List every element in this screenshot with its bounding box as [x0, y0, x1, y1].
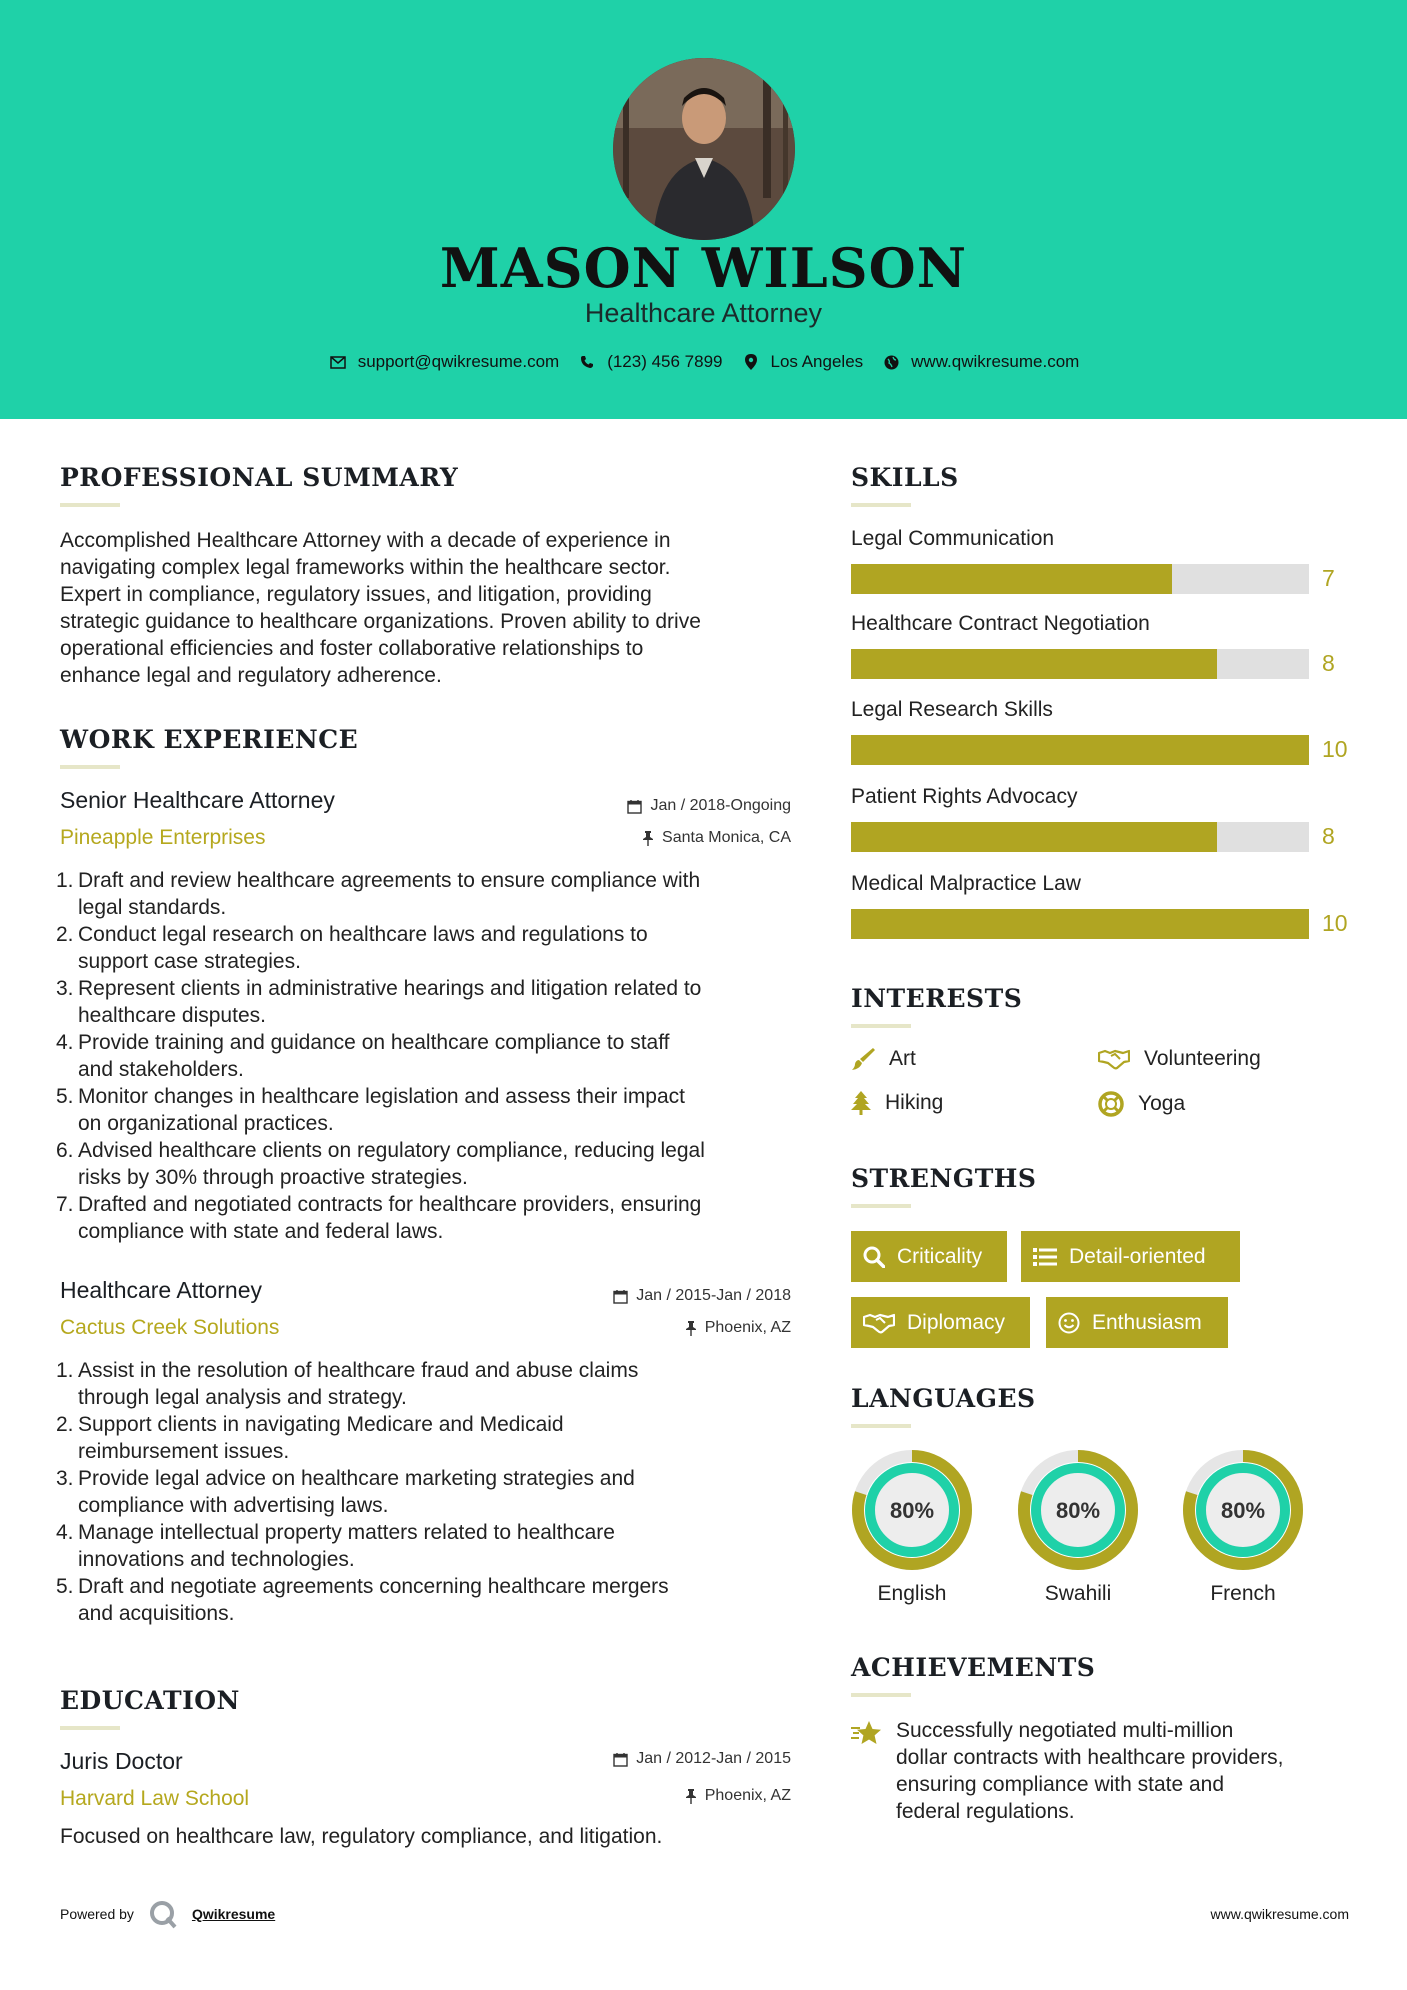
- profile-photo: [613, 58, 795, 240]
- candidate-title: Healthcare Attorney: [584, 298, 823, 328]
- list-item-line: Provide training and guidance on healthcare compliance to staff: [78, 1031, 670, 1054]
- strength-label: Diplomacy: [907, 1310, 1006, 1334]
- section-underline: [851, 1693, 911, 1697]
- list-item-line: Conduct legal research on healthcare laws and regulations to: [78, 923, 648, 946]
- location-text: Los Angeles: [770, 352, 864, 371]
- list-item: 1. Assist in the resolution of healthcare fraud and abuse claims through legal analysis and strategy.: [60, 1357, 810, 1411]
- handshake-icon: [1098, 1048, 1130, 1070]
- lifering-icon: [1098, 1091, 1124, 1117]
- strength-badge: [1046, 1297, 1228, 1348]
- pushpin-icon: [685, 1321, 697, 1336]
- list-item: 3. Provide legal advice on healthcare marketing strategies and compliance with advertising laws.: [60, 1465, 810, 1519]
- skill-bar-fill: [851, 822, 1217, 852]
- contact-location: [741, 352, 864, 372]
- calendar-icon: [627, 799, 642, 814]
- contact-website[interactable]: [881, 352, 1079, 372]
- list-item-line: Advised healthcare clients on regulatory compliance, reducing legal: [78, 1139, 705, 1162]
- calendar-icon: [613, 1752, 628, 1767]
- interest-label: Volunteering: [1144, 1047, 1261, 1070]
- interest-yoga: [1098, 1091, 1185, 1117]
- list-item-line: and acquisitions.: [78, 1602, 235, 1625]
- language-percent: 80%: [1055, 1498, 1101, 1523]
- strength-label: Criticality: [897, 1244, 983, 1268]
- language-label: Swahili: [1044, 1582, 1112, 1605]
- list-item: 5. Monitor changes in healthcare legislation and assess their impact on organizational practices.: [60, 1083, 810, 1137]
- skill-value: 8: [1322, 823, 1335, 849]
- list-item-line: and stakeholders.: [78, 1058, 244, 1081]
- brand-link[interactable]: Qwikresume: [191, 1906, 276, 1922]
- list-item-line: through legal analysis and strategy.: [78, 1386, 407, 1409]
- contact-email[interactable]: [328, 352, 560, 372]
- job-title: Healthcare Attorney: [60, 1277, 263, 1303]
- language-ring: [1180, 1447, 1306, 1573]
- list-item-line: Assist in the resolution of healthcare fraud and abuse claims: [78, 1359, 639, 1382]
- skill-value: 8: [1322, 650, 1335, 676]
- skill-label: Healthcare Contract Negotiation: [851, 612, 1150, 635]
- skills-heading: SKILLS: [851, 463, 959, 492]
- star-icon: [850, 1720, 882, 1748]
- list-item-line: Provide legal advice on healthcare marketing strategies and: [78, 1467, 635, 1490]
- section-underline: [60, 765, 120, 769]
- skill-label: Medical Malpractice Law: [851, 872, 1081, 895]
- list-item: 3. Represent clients in administrative hearings and litigation related to healthcare disputes.: [60, 975, 810, 1029]
- skill-bar-fill: [851, 735, 1309, 765]
- strengths-heading: STRENGTHS: [851, 1164, 1037, 1193]
- list-item: 6. Advised healthcare clients on regulatory compliance, reducing legal risks by 30% through proactive strategies.: [60, 1137, 810, 1191]
- strength-label: Enthusiasm: [1092, 1310, 1202, 1334]
- skill-value: 10: [1322, 910, 1348, 936]
- skill-label: Patient Rights Advocacy: [851, 785, 1078, 808]
- strength-label: Detail-oriented: [1069, 1244, 1206, 1268]
- list-item-line: Represent clients in administrative hearings and litigation related to: [78, 977, 702, 1000]
- summary-line: Expert in compliance, regulatory issues, and litigation, providing: [60, 583, 652, 606]
- skill-bar-track: [851, 909, 1309, 939]
- interest-art: [851, 1047, 916, 1071]
- section-underline: [851, 503, 911, 507]
- interests-heading: INTERESTS: [851, 984, 1023, 1013]
- job-date: [531, 1287, 791, 1305]
- list-item: 4. Provide training and guidance on healthcare compliance to staff and stakeholders.: [60, 1029, 810, 1083]
- language-ring: [849, 1447, 975, 1573]
- job-duties-list: [56, 867, 810, 1245]
- contact-bar: [0, 352, 1407, 372]
- interest-label: Yoga: [1138, 1092, 1186, 1115]
- achievement-line: federal regulations.: [896, 1800, 1075, 1823]
- list-item: 2. Support clients in navigating Medicare and Medicaid reimbursement issues.: [60, 1411, 810, 1465]
- summary-line: enhance legal and regulatory adherence.: [60, 664, 442, 687]
- school-name: Harvard Law School: [60, 1787, 250, 1810]
- list-item: 7. Drafted and negotiated contracts for healthcare providers, ensuring compliance with state and federal laws.: [60, 1191, 810, 1245]
- list-item: 4. Manage intellectual property matters related to healthcare innovations and technologies.: [60, 1519, 810, 1573]
- achievement-line: Successfully negotiated multi-million: [896, 1719, 1234, 1742]
- achievements-heading: ACHIEVEMENTS: [851, 1653, 1096, 1682]
- contact-phone[interactable]: [577, 352, 722, 372]
- language-ring: [1015, 1447, 1141, 1573]
- skill-bar-fill: [851, 649, 1217, 679]
- list-item: 2. Conduct legal research on healthcare laws and regulations to support case strategies.: [60, 921, 810, 975]
- interest-hiking: [851, 1091, 943, 1115]
- skill-value: 7: [1322, 565, 1335, 591]
- section-underline: [851, 1424, 911, 1428]
- section-underline: [60, 1726, 120, 1730]
- summary-heading: PROFESSIONAL SUMMARY: [60, 463, 459, 492]
- education-description: Focused on healthcare law, regulatory compliance, and litigation.: [60, 1825, 663, 1848]
- list-item-line: legal standards.: [78, 896, 227, 919]
- company-name: Pineapple Enterprises: [60, 826, 266, 849]
- language-item: [849, 1447, 975, 1578]
- footer-powered-by: [60, 1899, 275, 1929]
- job-duties-list: [56, 1357, 810, 1627]
- list-item-line: compliance with state and federal laws.: [78, 1220, 444, 1243]
- interest-label: Hiking: [885, 1091, 944, 1114]
- list-item-line: Draft and review healthcare agreements to ensure compliance with: [78, 869, 701, 892]
- section-underline: [851, 1204, 911, 1208]
- map-pin-icon: [741, 352, 761, 372]
- language-label: English: [877, 1582, 947, 1605]
- education-location: [531, 1787, 791, 1805]
- list-item-line: Support clients in navigating Medicare and Medicaid: [78, 1413, 564, 1436]
- achievement-text: [896, 1717, 1356, 1825]
- job-location: [531, 829, 791, 847]
- strength-badge: [1021, 1231, 1240, 1282]
- language-item: [1180, 1447, 1306, 1578]
- job-location: [531, 1319, 791, 1337]
- list-item-line: Draft and negotiate agreements concerning healthcare mergers: [78, 1575, 669, 1598]
- language-percent: 80%: [1220, 1498, 1266, 1523]
- section-underline: [851, 1024, 911, 1028]
- list-item-line: reimbursement issues.: [78, 1440, 290, 1463]
- strength-badge: [851, 1297, 1030, 1348]
- skill-value: 10: [1322, 736, 1348, 762]
- language-label: French: [1210, 1582, 1276, 1605]
- summary-line: Accomplished Healthcare Attorney with a decade of experience in: [60, 529, 671, 552]
- skill-bar-track: [851, 822, 1309, 852]
- qwikresume-logo-icon: [148, 1899, 178, 1929]
- website-text: www.qwikresume.com: [911, 352, 1080, 371]
- list-item-line: compliance with advertising laws.: [78, 1494, 389, 1517]
- skill-bar-fill: [851, 564, 1172, 594]
- list-item: 5. Draft and negotiate agreements concerning healthcare mergers and acquisitions.: [60, 1573, 810, 1627]
- search-icon: [863, 1246, 885, 1268]
- job-date: [531, 797, 791, 815]
- list-item-line: Manage intellectual property matters related to healthcare: [78, 1521, 615, 1544]
- job-date-text: Jan / 2015-Jan / 2018: [636, 1287, 791, 1304]
- phone-text: (123) 456 7899: [607, 352, 723, 371]
- summary-line: navigating complex legal frameworks within the healthcare sector.: [60, 556, 671, 579]
- list-item-line: on organizational practices.: [78, 1112, 334, 1135]
- language-percent: 80%: [889, 1498, 935, 1523]
- calendar-icon: [613, 1289, 628, 1304]
- skill-bar-fill: [851, 909, 1309, 939]
- interest-label: Art: [889, 1047, 916, 1070]
- language-item: [1015, 1447, 1141, 1578]
- list-item-line: Drafted and negotiated contracts for healthcare providers, ensuring: [78, 1193, 702, 1216]
- job-location-text: Santa Monica, CA: [662, 829, 791, 846]
- smile-icon: [1058, 1312, 1080, 1334]
- skill-bar-track: [851, 649, 1309, 679]
- list-item: 1. Draft and review healthcare agreements to ensure compliance with legal standards.: [60, 867, 810, 921]
- list-item-line: Monitor changes in healthcare legislation and assess their impact: [78, 1085, 686, 1108]
- education-date-text: Jan / 2012-Jan / 2015: [636, 1750, 791, 1767]
- list-item-line: healthcare disputes.: [78, 1004, 266, 1027]
- strength-badge: [851, 1231, 1007, 1282]
- list-item-line: innovations and technologies.: [78, 1548, 355, 1571]
- experience-heading: WORK EXPERIENCE: [60, 725, 359, 754]
- list-item-line: support case strategies.: [78, 950, 301, 973]
- education-location-text: Phoenix, AZ: [704, 1787, 791, 1804]
- education-heading: EDUCATION: [60, 1686, 240, 1715]
- summary-text: [60, 527, 800, 689]
- achievement-line: ensuring compliance with state and: [896, 1773, 1225, 1796]
- company-name: Cactus Creek Solutions: [60, 1316, 280, 1339]
- skill-bar-track: [851, 564, 1309, 594]
- tree-icon: [851, 1091, 871, 1115]
- skill-label: Legal Research Skills: [851, 698, 1053, 721]
- skill-label: Legal Communication: [851, 527, 1055, 550]
- phone-icon: [577, 352, 597, 372]
- pushpin-icon: [642, 831, 654, 846]
- list-item-line: risks by 30% through proactive strategies.: [78, 1166, 468, 1189]
- email-text: support@qwikresume.com: [357, 352, 560, 371]
- education-date: [531, 1750, 791, 1768]
- job-location-text: Phoenix, AZ: [704, 1319, 791, 1336]
- section-underline: [60, 503, 120, 507]
- list-icon: [1033, 1247, 1057, 1267]
- achievement-line: dollar contracts with healthcare providers,: [896, 1746, 1284, 1769]
- header-banner: [0, 0, 1407, 419]
- globe-icon: [881, 352, 901, 372]
- footer-url[interactable]: www.qwikresume.com: [1210, 1906, 1349, 1922]
- degree-title: Juris Doctor: [60, 1748, 183, 1774]
- handshake-icon: [863, 1312, 895, 1334]
- pushpin-icon: [685, 1789, 697, 1804]
- summary-line: strategic guidance to healthcare organizations. Proven ability to drive: [60, 610, 701, 633]
- paintbrush-icon: [851, 1047, 875, 1071]
- skill-bar-track: [851, 735, 1309, 765]
- job-title: Senior Healthcare Attorney: [60, 787, 335, 813]
- languages-heading: LANGUAGES: [851, 1384, 1036, 1413]
- candidate-name: MASON WILSON: [439, 236, 968, 300]
- envelope-icon: [328, 352, 348, 372]
- powered-by-text: Powered by: [60, 1906, 134, 1922]
- summary-line: operational efficiencies and foster collaborative relationships to: [60, 637, 644, 660]
- job-date-text: Jan / 2018-Ongoing: [650, 797, 791, 814]
- interest-volunteering: [1098, 1047, 1261, 1071]
